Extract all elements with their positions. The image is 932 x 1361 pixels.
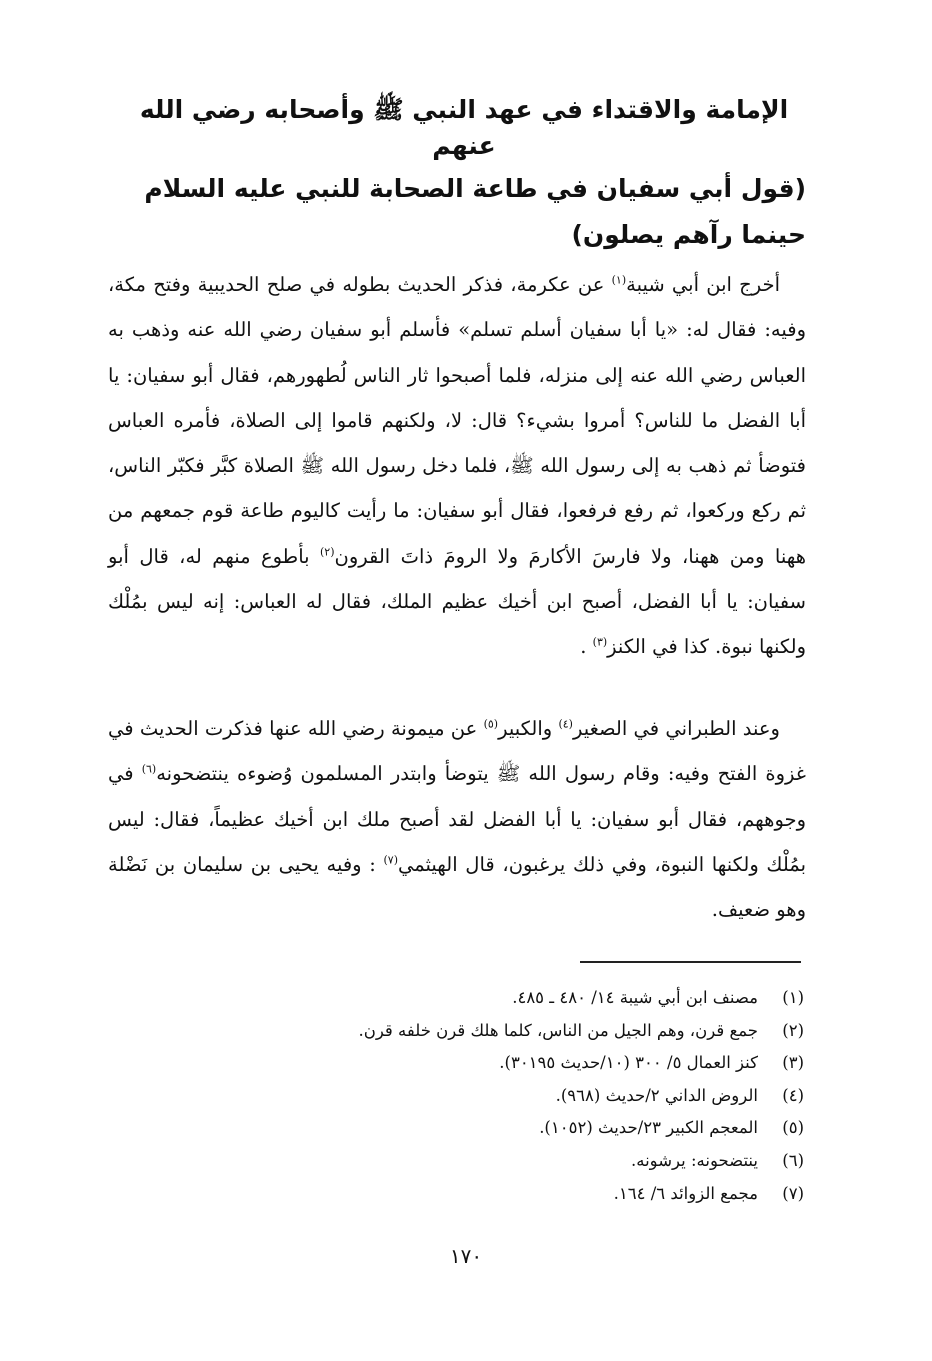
body-paragraph-2 [108, 706, 806, 932]
text-segment: . [580, 635, 593, 659]
text-segment: أخرج ابن أبي شيبة [626, 273, 780, 296]
footnote-number: (٦) [782, 1150, 804, 1170]
footnote-item [124, 1047, 804, 1080]
footnote-text: المعجم الكبير ٢٣/حديث (١٠٥٢). [539, 1118, 758, 1138]
footnote-number: (٣) [782, 1053, 804, 1073]
footnote-text: جمع قرن، وهم الجيل من الناس، كلما هلك قرن خلفه قرن. [358, 1020, 758, 1040]
footnote-text: مجمع الزوائد ٦/ ١٦٤. [613, 1183, 758, 1203]
footnote-item [124, 982, 804, 1015]
footnote-number: (٤) [782, 1085, 804, 1105]
footnote-number: (١) [782, 988, 804, 1007]
footnote-text: كنز العمال ٥/ ٣٠٠ (١٠/حديث ٣٠١٩٥). [499, 1053, 758, 1073]
text-segment: في وجوههم، فقال أبو سفيان: يا أبا الفضل لقد أصبح ملك ابن أخيك عظيماً، فقال: ليس بمُلْك ولكنها النبوة، وفي ذلك يرغبون، قال الهيثمي [108, 762, 806, 876]
footnote-text: ينتضحونه: يرشونه. [630, 1150, 758, 1170]
footnote-ref-4: (٤) [558, 717, 573, 731]
text-segment: عن ميمونة رضي الله عنها فذكرت الحديث في غزوة الفتح وفيه: وقام رسول الله ﷺ يتوضأ وابتدر المسلمون وُضوءه ينتضحونه [108, 717, 806, 786]
footnote-number: (٧) [782, 1183, 804, 1203]
section-title: (قول أبي سفيان في طاعة الصحابة للنبي عليه السلام حينما رآهم يصلون) [144, 174, 806, 249]
footnote-item [124, 1178, 804, 1211]
footnote-ref-6: (٦) [141, 762, 157, 776]
footnotes-list [124, 982, 804, 1210]
text-segment: والكبير [498, 717, 559, 740]
text-segment: : وفيه يحيى بن سليمان بن نَضْلة وهو ضعيف. [108, 852, 806, 922]
page-number: ١٧٠ [449, 1244, 483, 1268]
footnote-text: الروض الداني ٢/حديث (٩٦٨). [555, 1085, 758, 1105]
body-paragraph-1 [108, 262, 806, 670]
footnote-item [124, 1145, 804, 1178]
footnote-ref-2: (٢) [319, 545, 335, 559]
footnote-ref-3: (٣) [592, 635, 608, 649]
footnote-ref-1: (١) [611, 273, 627, 287]
footnote-number: (٥) [782, 1118, 804, 1138]
footnote-text: مصنف ابن أبي شيبة ١٤/ ٤٨٠ ـ ٤٨٥. [512, 988, 758, 1007]
footnote-ref-7: (٧) [383, 853, 398, 867]
text-segment: عن عكرمة، فذكر الحديث بطوله في صلح الحديبية وفتح مكة، وفيه: فقال له: «يا أبا سفيان أسلم تسلم» فأسلم أبو سفيان رضي الله عنه وذهب به العباس رضي الله عنه إلى منزله، فلما أصبحوا ثار الناس لُطهورهم، فقال أبو سفيان: يا أبا الفضل ما للناس؟ أمروا بشيء؟ قال: لا، ولكنهم قاموا إلى الصلاة، فأمره العباس فتوضأ ثم ذهب به إلى رسول الله ﷺ، فلما دخل رسول الله ﷺ الصلاة كبَّر فكبّر الناس، ثم ركع وركعوا، ثم رفع فرفعوا، فقال أبو سفيان: ما رأيت كاليوم طاعة قوم جمعهم من ههنا ومن ههنا، ولا فارسَ الأكارمَ ولا الرومَ ذاتَ القرون [108, 273, 806, 568]
footnote-number: (٢) [782, 1020, 804, 1040]
footnote-item [124, 1112, 804, 1145]
text-segment: بأطوع منهم له، قال أبو سفيان: يا أبا الفضل، أصبح ابن أخيك عظيم الملك، فقال له العباس: إنه ليس بمُلْك ولكنها نبوة. كذا في الكنز [108, 544, 806, 659]
footnote-divider [580, 961, 801, 963]
footnote-ref-5: (٥) [483, 717, 499, 731]
chapter-title: الإمامة والاقتداء في عهد النبي ﷺ وأصحابه رضي الله عنهم [139, 95, 789, 160]
text-segment: وعند الطبراني في الصغير [572, 717, 780, 740]
footnote-item [124, 1015, 804, 1048]
footnote-item [124, 1080, 804, 1113]
